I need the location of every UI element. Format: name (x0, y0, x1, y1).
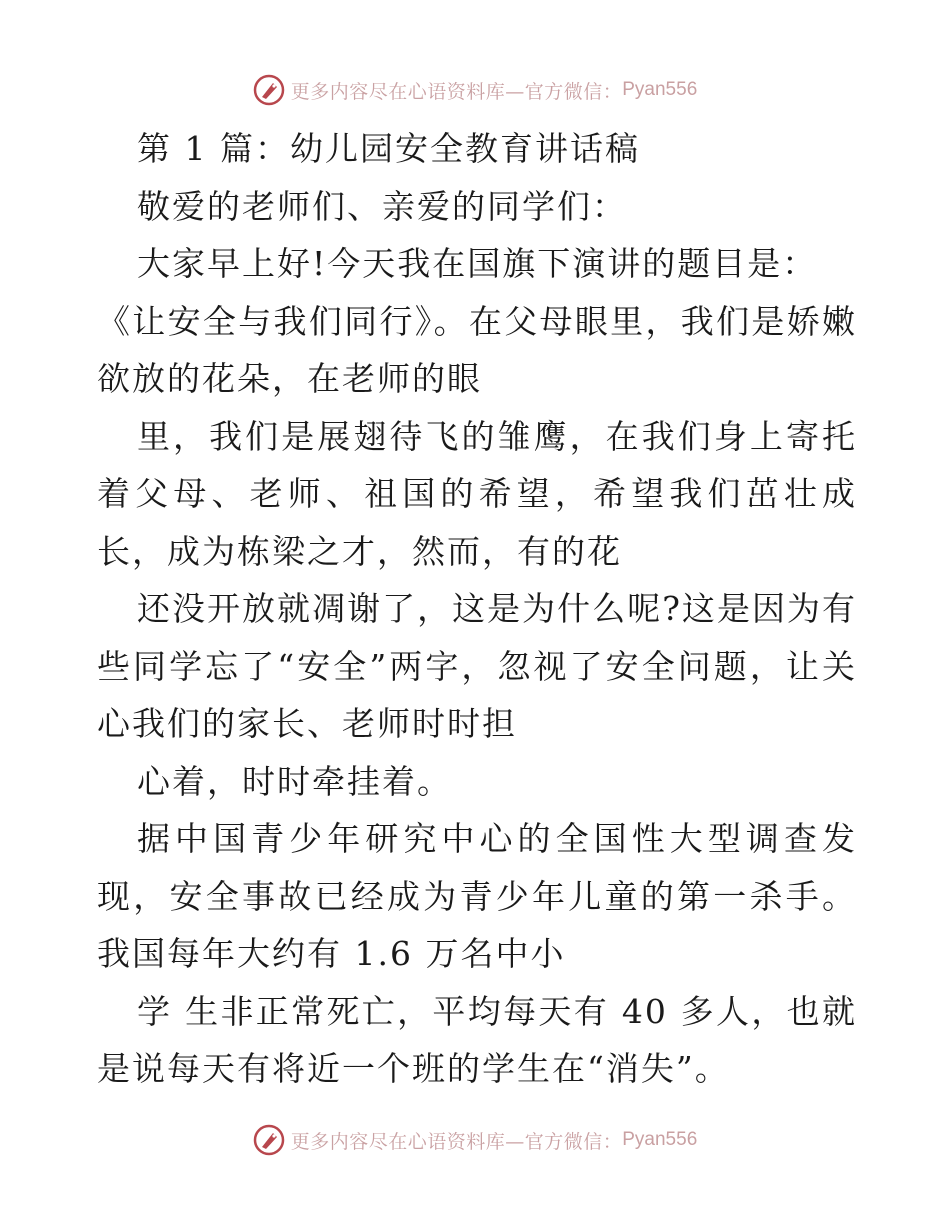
watermark-footer (0, 1120, 950, 1160)
pen-nib-logo-icon (253, 74, 285, 106)
paragraph: 学 生非正常死亡，平均每天有 40 多人，也就是说每天有将近一个班的学生在“消失”。 (97, 991, 857, 1088)
watermark-wechat-id: Pyan556 (622, 79, 698, 100)
paragraph: 里，我们是展翅待飞的雏鹰，在我们身上寄托着父母、老师、祖国的希望，希望我们茁壮成长，成为栋梁之才，然而，有的花 (97, 416, 857, 571)
pen-nib-logo-icon (253, 1124, 285, 1156)
paragraph: 据中国青少年研究中心的全国性大型调查发现，安全事故已经成为青少年儿童的第一杀手。我国每年大约有 1.6 万名中小 (97, 819, 857, 973)
document-body (97, 120, 857, 1098)
watermark-text: 更多内容尽在心语资料库—官方微信： (290, 1130, 623, 1153)
watermark-wechat-id: Pyan556 (622, 1129, 698, 1150)
paragraph: 敬爱的老师们、亲爱的同学们： (137, 186, 627, 226)
document-title: 第 1 篇：幼儿园安全教育讲话稿 (137, 129, 640, 168)
paragraph: 大家早上好!今天我在国旗下演讲的题目是： (137, 244, 818, 283)
watermark-text: 更多内容尽在心语资料库—官方微信： (290, 80, 623, 103)
paragraph: 心着，时时牵挂着。 (137, 761, 452, 801)
paragraph: 还没开放就凋谢了，这是为什么呢?这是因为有些同学忘了“安全”两字，忽视了安全问题，让关心我们的家长、老师时时担 (97, 589, 857, 743)
paragraph: 《让安全与我们同行》。在父母眼里，我们是娇嫩欲放的花朵，在老师的眼 (97, 301, 857, 398)
watermark-header (0, 70, 950, 110)
